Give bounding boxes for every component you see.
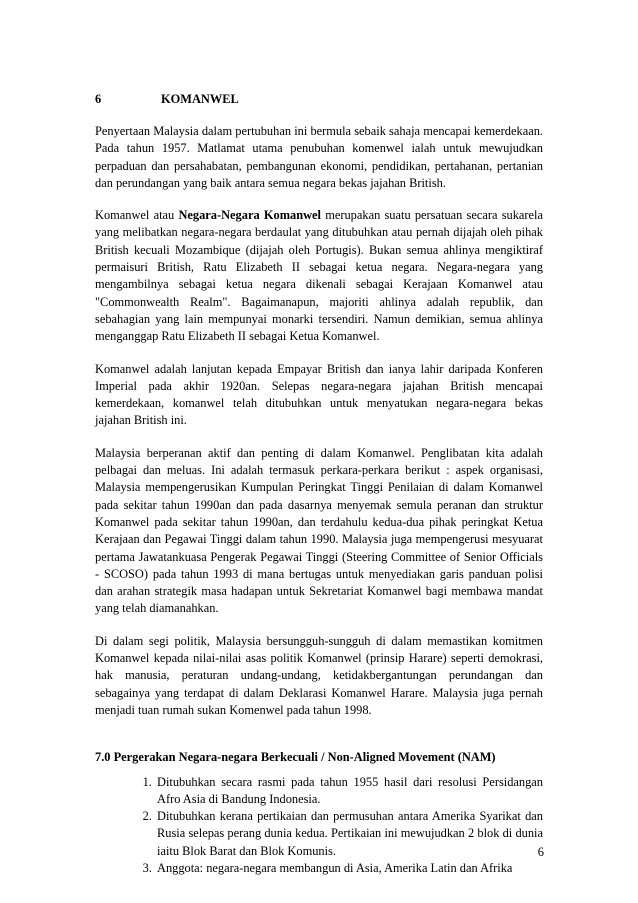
chapter-title: KOMANWEL: [161, 92, 239, 106]
list-item: 1. Ditubuhkan secara rasmi pada tahun 1955 hasil dari resolusi Persidangan Afro Asia di Bandung Indonesia.: [155, 774, 543, 809]
paragraph-politics: Di dalam segi politik, Malaysia bersungguh-sungguh di dalam memastikan komitmen Komanwel kepada nilai-nilai asas politik Komanwel (prinsip Harare) seperti demokrasi, hak manusia, peraturan undang-undang, ketidakbergantungan perundangan dan sebagainya yang terdapat di dalam Deklarasi Komanwel Harare. Malaysia juga pernah menjadi tuan rumah sukan Komenwel pada tahun 1998.: [95, 633, 543, 717]
paragraph-malaysia-role: Malaysia berperanan aktif dan penting di dalam Komanwel. Penglibatan kita adalah pelbagai dan meluas. Ini adalah termasuk perkara-perkara berikut : aspek organisasi, Malaysia mempengerusikan Kumpulan Peringkat Tinggi Penilaian di dalam Komanwel pada sekitar tahun 1990an dan pada dasarnya menyemak semula peranan dan struktur Komanwel pada sekitar tahun 1990an, dan terdahulu kedua-dua pihak peringkat Ketua Kerajaan dan Pegawai Tinggi dalam tahun 1990. Malaysia juga mempengerusi mesyuarat pertama Jawatankuasa Pengerak Pegawai Tinggi (Steering Committee of Senior Officials - SCOSO) pada tahun 1993 di mana bertugas untuk menyediakan garis panduan polisi dan arahan strategik masa hadapan untuk Sekretariat Komanwel bagi membawa mandat yang telah diamanahkan.: [95, 445, 543, 616]
paragraph-definition-term: Negara-Negara Komanwel: [178, 208, 321, 223]
page-number: 6: [537, 845, 544, 859]
paragraph-membership: Penyertaan Malaysia dalam pertubuhan ini bermula sebaik sahaja mencapai kemerdekaan. Pada tahun 1957. Matlamat utama penubuhan komenwel ialah untuk mewujudkan perpaduan dan persahabatan, pembangunan ekonomi, pendidikan, pertahanan, pertanian dan perundangan yang baik antara semua negara bekas jajahan British.: [95, 124, 543, 190]
paragraph-definition-body: merupakan suatu persatuan secara sukarela yang melibatkan negara-negara berdaulat yang ditubuhkan atau pernah dijajah oleh pihak British kecuali Mozambique (dijajah oleh Portugis). Bukan semua ahlinya mengiktiraf permaisuri British, Ratu Elizabeth II sebagai ketua negara. Negara-negara yang mengambilnya sebagai ketua negara dikenali sebagai Kerajaan Komanwel atau "Commonwealth Realm". Bagaimanapun, majoriti ahlinya adalah republik, dan sebahagian yang lain mempunyai monarki tersendiri. Namun demikian, semua ahlinya menganggap Ratu Elizabeth II sebagai Ketua Komanwel.: [95, 208, 544, 344]
nam-list: [95, 774, 543, 878]
section-heading-nam: 7.0 Pergerakan Negara-negara Berkecuali / Non-Aligned Movement (NAM): [95, 750, 496, 765]
paragraph-definition-lead: Komanwel atau: [95, 208, 179, 223]
list-item: 3. Anggota: negara-negara membangun di Asia, Amerika Latin dan Afrika: [155, 860, 543, 877]
paragraph-history: Komanwel adalah lanjutan kepada Empayar British dan ianya lahir daripada Konferen Imperial pada akhir 1920an. Selepas negara-negara jajahan British mencapai kemerdekaan, komanwel telah ditubuhkan untuk menyatukan negara-negara bekas jajahan British ini.: [95, 361, 543, 428]
paragraph-definition: [95, 207, 543, 345]
page-content: [95, 91, 543, 877]
list-item: 2. Ditubuhkan kerana pertikaian dan permusuhan antara Amerika Syarikat dan Rusia selepas perang dunia kedua. Pertikaian ini mewujudkan 2 blok di dunia iaitu Blok Barat dan Blok Komunis.: [155, 808, 543, 860]
chapter-number: 6: [95, 92, 102, 106]
chapter-heading: [95, 91, 543, 108]
